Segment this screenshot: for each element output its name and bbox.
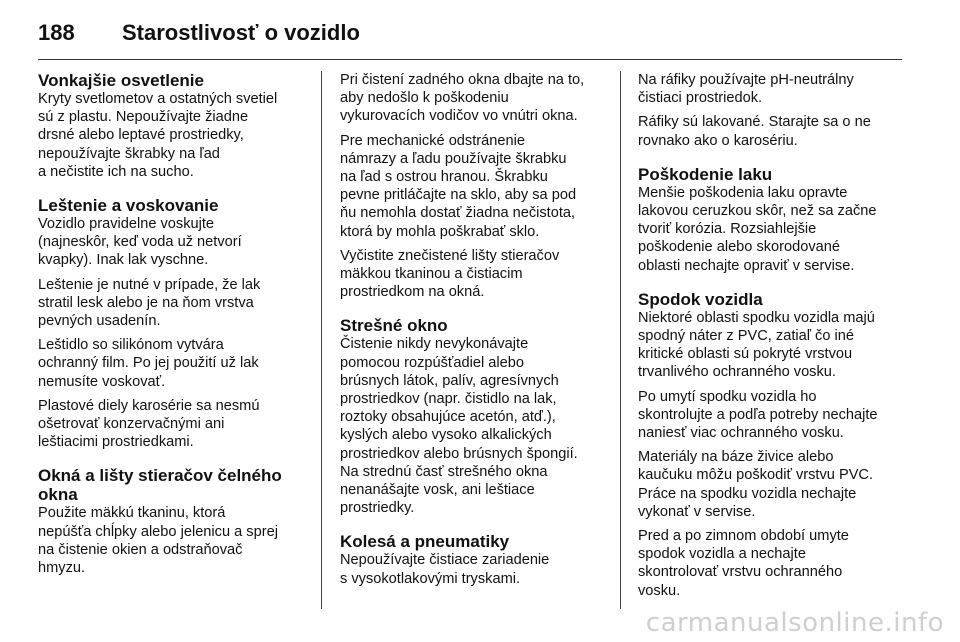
text-line: a nečistite ich na sucho. bbox=[38, 163, 194, 180]
text-line: Niektoré oblasti spodku vozidla majú bbox=[638, 309, 875, 326]
text-line: pevne pritláčajte na sklo, aby sa pod bbox=[340, 187, 577, 204]
paragraph bbox=[638, 309, 902, 382]
text-line: pevných usadenín. bbox=[38, 313, 161, 330]
paragraph bbox=[340, 132, 610, 241]
text-line: prostriedky. bbox=[340, 500, 415, 517]
paragraph bbox=[638, 388, 902, 443]
text-line: Pred a po zimnom období umyte bbox=[638, 528, 849, 545]
text-line: Práce na spodku vozidla nechajte bbox=[638, 485, 857, 502]
text-line: s vysokotlakovými tryskami. bbox=[340, 570, 521, 587]
text-line: Po umytí spodku vozidla ho bbox=[638, 388, 817, 405]
section bbox=[638, 71, 902, 150]
text-line: roztoky obsahujúce acetón, atď.), bbox=[340, 409, 556, 426]
text-line: trvanlivého ochranného vosku. bbox=[638, 364, 836, 381]
column-divider-1 bbox=[321, 71, 322, 609]
text-line: ochranný film. Po jej použití už lak bbox=[38, 355, 259, 372]
section-heading: Kolesá a pneumatiky bbox=[340, 532, 510, 552]
text-line: Ráfiky sú lakované. Starajte sa o ne bbox=[638, 114, 871, 131]
text-line: prostriedkov alebo brúsnych špongií. bbox=[340, 445, 578, 462]
text-line: námrazy a ľadu používajte škrabku bbox=[340, 150, 567, 167]
page-number: 188 bbox=[38, 20, 75, 45]
text-line: Nepoužívajte čistiace zariadenie bbox=[340, 552, 550, 569]
section-heading: Leštenie a voskovanie bbox=[38, 196, 219, 216]
text-line: Menšie poškodenia laku opravte bbox=[638, 184, 848, 201]
text-line: pomocou rozpúšťadiel alebo bbox=[340, 354, 524, 371]
section-heading: Vonkajšie osvetlenie bbox=[38, 71, 204, 90]
section-heading: Spodok vozidla bbox=[638, 289, 763, 309]
text-line: Leštenie je nutné v prípade, že lak bbox=[38, 276, 261, 293]
text-line: Použite mäkkú tkaninu, ktorá bbox=[38, 505, 226, 522]
paragraph bbox=[638, 527, 902, 600]
text-line: Pri čistení zadného okna dbajte na to, bbox=[340, 72, 585, 88]
text-line: naniesť viac ochranného vosku. bbox=[638, 425, 844, 442]
paragraph bbox=[340, 71, 610, 126]
text-line: Na strednú časť strešného okna bbox=[340, 463, 548, 480]
text-line: skontrolovať vrstvu ochranného bbox=[638, 564, 843, 581]
paragraph bbox=[638, 184, 902, 275]
text-line: oblasti nechajte opraviť v servise. bbox=[638, 257, 855, 274]
paragraph bbox=[38, 336, 308, 391]
paragraph bbox=[340, 247, 610, 302]
section bbox=[38, 71, 308, 181]
text-line: tvoriť korózia. Rozsiahlejšie bbox=[638, 221, 817, 238]
page-header bbox=[38, 20, 902, 64]
section bbox=[340, 316, 610, 517]
text-line: leštiacimi prostriedkami. bbox=[38, 434, 194, 451]
text-line: vosku. bbox=[638, 582, 681, 599]
text-line: Vozidlo pravidelne voskujte bbox=[38, 216, 215, 233]
text-line: sú z plastu. Nepoužívajte žiadne bbox=[38, 109, 249, 126]
text-line: Materiály na báze živice alebo bbox=[638, 449, 834, 466]
text-line: na ľad s ostrou hranou. Škrabku bbox=[340, 169, 548, 186]
section bbox=[340, 71, 610, 301]
text-line: vykonať v servise. bbox=[638, 503, 756, 520]
text-line: Čistenie nikdy nevykonávajte bbox=[340, 336, 529, 353]
text-line: skontrolujte a podľa potreby nechajte bbox=[638, 406, 878, 423]
text-line: kvapky). Inak lak vyschne. bbox=[38, 252, 209, 269]
header-divider bbox=[38, 59, 902, 60]
paragraph bbox=[638, 71, 902, 107]
text-line: prostriedkov (napr. čistidlo na lak, bbox=[340, 391, 557, 408]
text-line: nepúšťa chĺpky alebo jelenicu a sprej bbox=[38, 523, 278, 540]
paragraph bbox=[38, 276, 308, 331]
text-line: poškodenie alebo skorodované bbox=[638, 239, 841, 256]
section bbox=[638, 165, 902, 275]
paragraph bbox=[340, 551, 610, 587]
section bbox=[38, 196, 308, 451]
text-line: kritické oblasti sú pokryté vrstvou bbox=[638, 346, 853, 363]
text-line: mäkkou tkaninou a čistiacim bbox=[340, 266, 523, 283]
paragraph bbox=[38, 215, 308, 270]
text-line: aby nedošlo k poškodeniu bbox=[340, 90, 509, 107]
text-line: kyslých alebo vysoko alkalických bbox=[340, 427, 552, 444]
text-line: spodok vozidla a nechajte bbox=[638, 546, 806, 563]
page-title: Starostlivosť o vozidlo bbox=[122, 20, 360, 45]
text-line: nenanášajte vosk, ani leštiace bbox=[340, 482, 535, 499]
section-heading: Okná a lišty stieračov čelného okna bbox=[38, 466, 282, 505]
text-line: brúsnych látok, palív, agresívnych bbox=[340, 372, 559, 389]
column-divider-2 bbox=[620, 71, 621, 609]
paragraph bbox=[38, 397, 308, 452]
column-1 bbox=[38, 71, 308, 583]
section bbox=[38, 466, 308, 577]
paragraph bbox=[638, 113, 902, 149]
text-line: kaučuku môžu poškodiť vrstvu PVC. bbox=[638, 467, 874, 484]
text-line: (najneskôr, keď voda už netvorí bbox=[38, 234, 242, 251]
text-line: na čistenie okien a odstraňovač bbox=[38, 541, 243, 558]
text-line: Plastové diely karosérie sa nesmú bbox=[38, 397, 260, 414]
text-line: čistiaci prostriedok. bbox=[638, 90, 763, 107]
text-line: ňu nemohla dostať žiadna nečistota, bbox=[340, 205, 576, 222]
text-line: Pre mechanické odstránenie bbox=[340, 132, 525, 149]
text-line: Kryty svetlometov a ostatných svetiel bbox=[38, 91, 278, 107]
text-line: ktorá by mohla poškrabať sklo. bbox=[340, 223, 540, 240]
text-line: stratil lesk alebo je na ňom vrstva bbox=[38, 294, 254, 311]
text-line: ošetrovať konzervačnými ani bbox=[38, 416, 225, 433]
text-line: hmyzu. bbox=[38, 560, 86, 577]
watermark: carmanualsonline.info bbox=[645, 608, 944, 638]
section-heading: Strešné okno bbox=[340, 316, 448, 336]
paragraph bbox=[638, 448, 902, 521]
text-line: Leštidlo so silikónom vytvára bbox=[38, 337, 224, 354]
text-line: Vyčistite znečistené lišty stieračov bbox=[340, 247, 560, 264]
column-2 bbox=[340, 71, 610, 594]
text-line: drsné alebo leptavé prostriedky, bbox=[38, 127, 244, 144]
paragraph bbox=[38, 504, 308, 577]
section bbox=[340, 532, 610, 587]
paragraph bbox=[340, 335, 610, 517]
text-line: lakovou ceruzkou skôr, než sa začne bbox=[638, 203, 877, 220]
text-line: nemusíte voskovať. bbox=[38, 373, 166, 390]
text-line: prostriedkom na okná. bbox=[340, 284, 485, 301]
text-line: Na ráfiky používajte pH-neutrálny bbox=[638, 72, 854, 88]
column-3 bbox=[638, 71, 902, 606]
section-heading: Poškodenie laku bbox=[638, 164, 773, 184]
text-line: spodný náter z PVC, zatiaľ čo iné bbox=[638, 328, 854, 345]
text-line: rovnako ako o karosériu. bbox=[638, 132, 798, 149]
section bbox=[638, 290, 902, 600]
text-line: nepoužívajte škrabky na ľad bbox=[38, 145, 220, 162]
paragraph bbox=[38, 90, 308, 181]
text-line: vykurovacích vodičov vo vnútri okna. bbox=[340, 108, 578, 125]
